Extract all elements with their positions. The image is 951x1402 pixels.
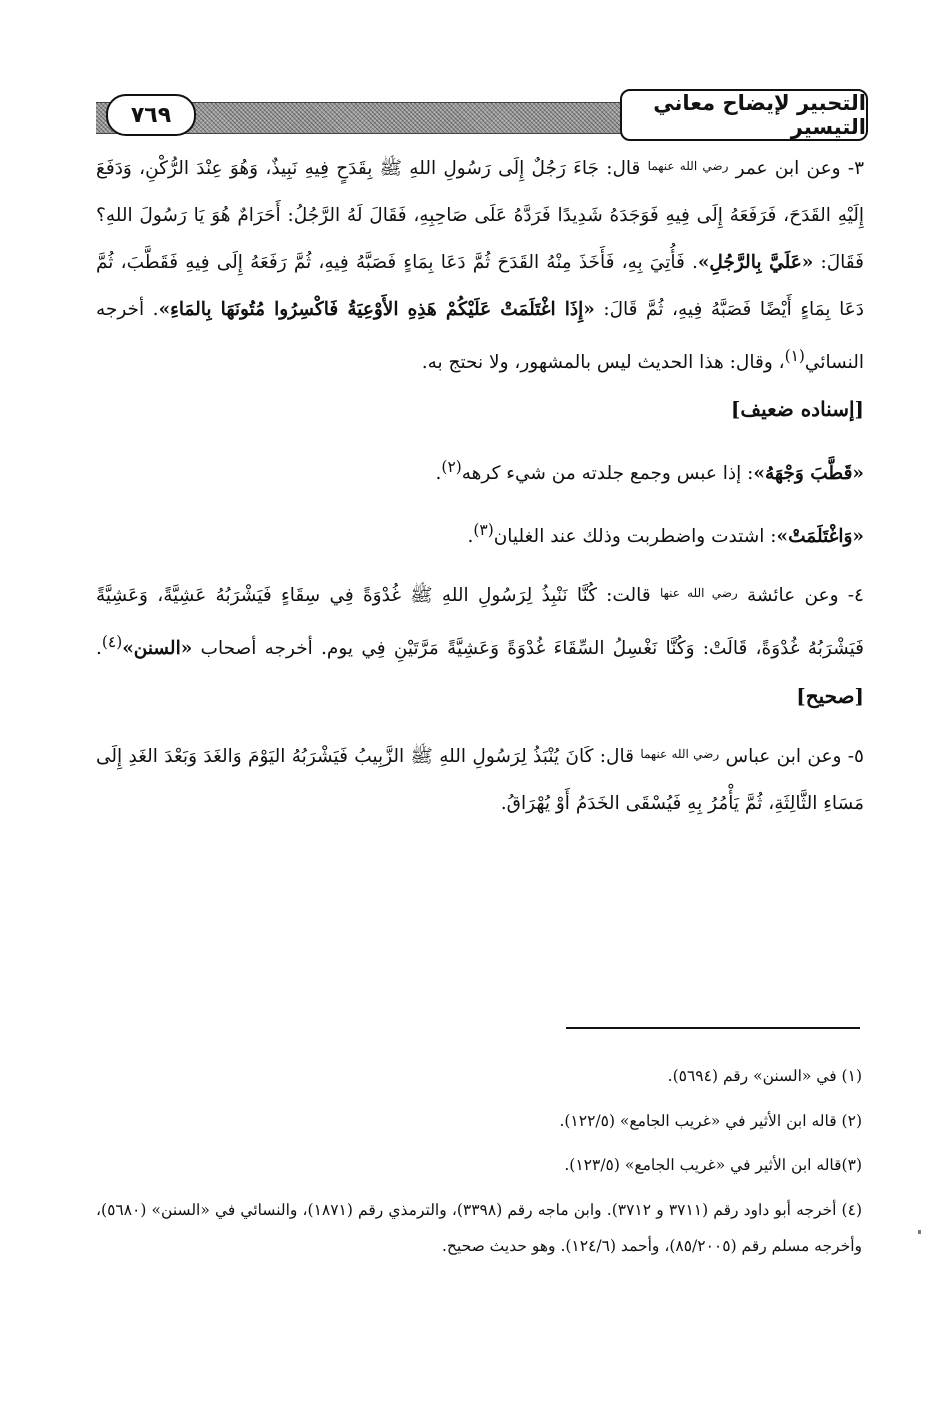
hadith-4-grading: [صحيح]: [796, 683, 864, 708]
footnote-ref-3: (٣): [473, 521, 494, 540]
gloss-1: «قَطَّبَ وَجْهَهُ»: إذا عبس وجمع جلدته من شيء كرهه$^{(٢)}$.: [435, 458, 864, 485]
honorific-glyph: رضي الله عنهما: [647, 159, 729, 173]
footnote-2: (٢) قاله ابن الأثير في «غريب الجامع» (١٢٢/٥).: [559, 1111, 862, 1130]
gloss-2-text: : اشتدت واضطربت وذلك عند الغليان: [493, 526, 777, 548]
hadith-3-grading-line: [96, 386, 864, 434]
hadith-4-body: قالت: كُنَّا نَنْبِذُ لِرَسُولِ اللهِ ﷺ غُدْوَةً فِي سِقَاءٍ فَيَشْرَبُهُ عَشِيَّةً، وَعَشِيَّةً فَيَشْرَبُهُ غُدْوَةً، قَالَتْ: وَكُنَّا نَغْسِلُ السِّقَاءَ غُدْوَةً وَعَشِيَّةً مَرَّتَيْنِ فِي يوم. أخرجه أصحاب: [96, 585, 865, 660]
hadith-3-remark: ، وقال: هذا الحديث ليس بالمشهور، ولا نحتج به.: [421, 352, 785, 374]
hadith-3-opening: ٣- وعن ابن عمر: [735, 158, 865, 179]
footnote-4: (٤) أخرجه أبو داود رقم (٣٧١١ و ٣٧١٢). وابن ماجه رقم (٣٣٩٨)، والترمذي رقم (١٨٧١)، والنسائي في «السنن» (٥٦٨٠)، وأخرجه مسلم رقم (٨٥/٢٠٠٥)، وأحمد (١٢٤/٦). وهو حديث صحيح.: [96, 1200, 862, 1255]
footnote-ref-2: (٢): [441, 458, 462, 477]
page-number: ٧٦٩: [106, 94, 196, 136]
honorific-glyph: رضي الله عنها: [659, 586, 738, 601]
hadith-3-grading: [إسناده ضعيف]: [730, 397, 864, 422]
hadith-4-source: «السنن»: [122, 638, 193, 660]
scan-speck: [918, 1230, 921, 1234]
gloss-1-text: : إذا عبس وجمع جلدته من شيء كرهه: [461, 463, 754, 485]
hadith-3-source: . أخرجه النسائي: [96, 299, 864, 374]
honorific-glyph: رضي الله عنهما: [640, 746, 720, 761]
running-title: التحبير لإيضاح معاني التيسير: [620, 89, 868, 141]
hadith-5: [96, 731, 864, 827]
hadith-5-body: قال: كَانَ يُنْبَذُ لِرَسُولِ اللهِ ﷺ الزَّبِيبُ فَيَشْرَبُهُ اليَوْمَ وَالغَدَ وَبَعْدَ الغَدِ إِلَى مَسَاءِ الثَّالِثَةِ، ثُمَّ يَأْمُرُ بِهِ فَيُسْقَى الخَدَمُ أَوْ يُهْرَاقُ.: [96, 745, 864, 814]
hadith-5-opening: ٥- وعن ابن عباس: [725, 745, 864, 767]
footnote-separator: [566, 1027, 860, 1029]
footnote-ref-1: (١): [784, 347, 805, 365]
footnote-1: (١) في «السنن» رقم (٥٦٩٤).: [667, 1067, 862, 1085]
hadith-3: [96, 143, 864, 386]
hadith-4-opening: ٤- وعن عائشة: [746, 585, 864, 607]
main-text: [96, 143, 864, 827]
footnotes: [96, 1058, 862, 1265]
footnote-3: (٣)قاله ابن الأثير في «غريب الجامع» (١٢٣/٥).: [564, 1156, 862, 1174]
hadith-3-quote-1: «عَلَيَّ بِالرَّجُلِ»: [697, 252, 814, 273]
gloss-2: «وَاغْتَلَمَتْ»: اشتدت واضطربت وذلك عند الغليان$^{(٣)}$.: [467, 521, 864, 548]
gloss-2-term: «وَاغْتَلَمَتْ»: [776, 526, 864, 548]
hadith-3-body: قال: جَاءَ رَجُلٌ إِلَى رَسُولِ اللهِ ﷺ بِقَدَحٍ فِيهِ نَبِيذٌ، وَهُوَ عِنْدَ الرُّكْنِ، وَدَفَعَ إِلَيْهِ القَدَحَ، فَرَفَعَهُ إِلَى فِيهِ فَوَجَدَهُ شَدِيدًا فَرَدَّهُ عَلَى صَاحِبِهِ، فَقَالَ لَهُ الرَّجُلُ: أَحَرَامٌ هُوَ يَا رَسُولَ اللهِ؟ فَقَالَ:: [96, 158, 864, 273]
hadith-3-quote-2: «إِذَا اغْتَلَمَتْ عَلَيْكُمْ هَذِهِ الأَوْعِيَةُ فَاكْسِرُوا مُتُونَهَا بِالمَاءِ»: [158, 299, 595, 320]
gloss-1-term: «قَطَّبَ وَجْهَهُ»: [753, 463, 864, 485]
hadith-3-body-2: . فَأُتِيَ بِهِ، فَأَخَذَ مِنْهُ القَدَحَ ثُمَّ دَعَا بِمَاءٍ فَصَبَّهُ فِيهِ، ثُمَّ رَفَعَهُ إِلَى فِيهِ فَقَطَّبَ، ثُمَّ دَعَا بِمَاءٍ أَيْضًا فَصَبَّهُ فِيهِ، ثُمَّ قَالَ:: [96, 252, 864, 320]
footnote-ref-4: (٤): [101, 633, 123, 652]
hadith-4: ٤- وعن عائشة $^{رضي الله عنها}$ قالت: كُنَّا نَنْبِذُ لِرَسُولِ اللهِ ﷺ غُدْوَةً فِي سِقَاءٍ فَيَشْرَبُهُ عَشِيَّةً، وَعَشِيَّةً فَيَشْرَبُهُ غُدْوَةً، قَالَتْ: وَكُنَّا نَغْسِلُ السِّقَاءَ غُدْوَةً وَعَشِيَّةً مَرَّتَيْنِ فِي يوم. أخرجه أصحاب «السنن»$^{(٤)}$. [صحيح]: [96, 585, 865, 708]
